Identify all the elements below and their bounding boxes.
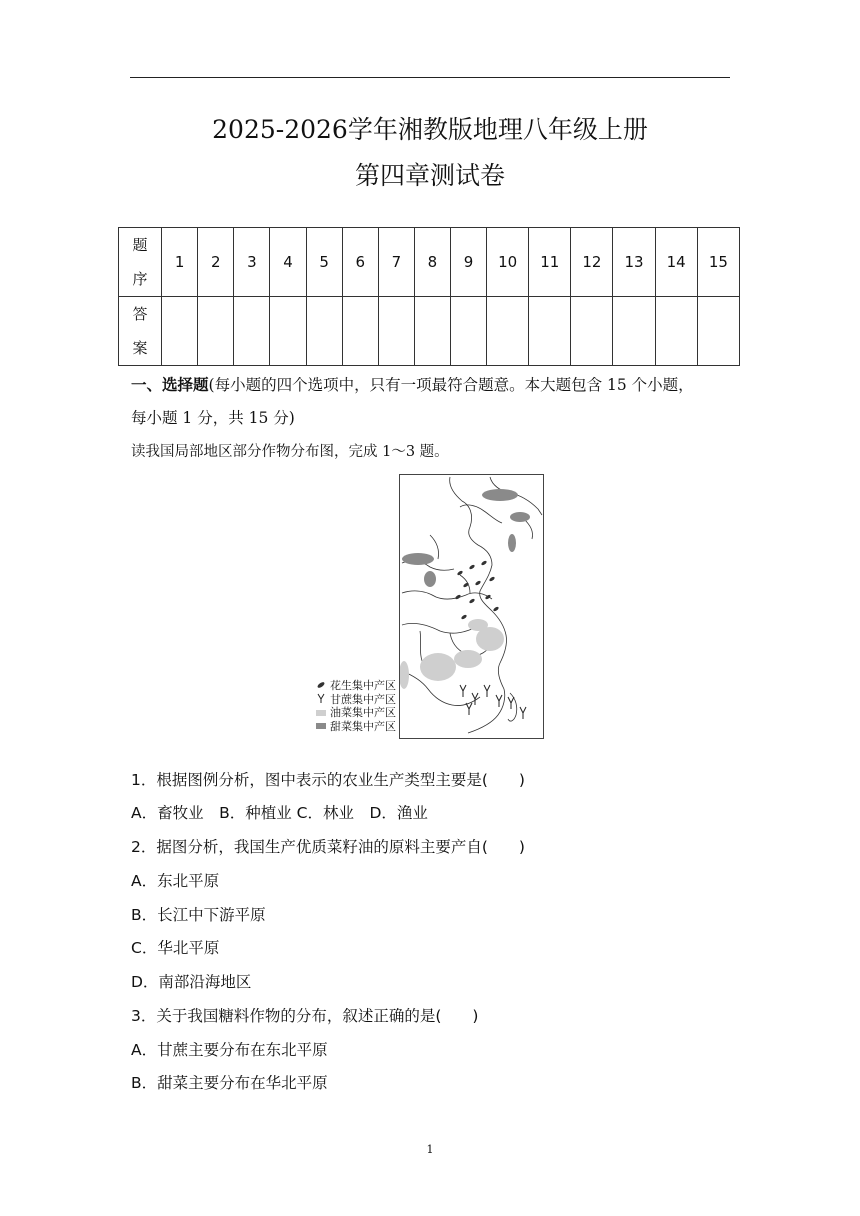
page-title: 2025-2026学年湘教版地理八年级上册	[212, 115, 648, 144]
question-number-cell: 6	[342, 228, 378, 297]
question-2-option-d: D．南部沿海地区	[131, 973, 252, 991]
top-rule	[130, 77, 730, 78]
answer-cell[interactable]	[162, 297, 198, 366]
answer-cell[interactable]	[451, 297, 487, 366]
question-number-cell: 2	[198, 228, 234, 297]
answer-cell[interactable]	[487, 297, 529, 366]
legend-label: 油菜集中产区	[330, 706, 396, 719]
answer-cell[interactable]	[234, 297, 270, 366]
legend-item-rapeseed	[316, 706, 396, 720]
answer-table-header-row	[119, 228, 740, 297]
question-number-cell: 10	[487, 228, 529, 297]
legend-item-peanut	[316, 679, 396, 693]
question-3-option-b: B．甜菜主要分布在华北平原	[131, 1074, 328, 1092]
answer-cell[interactable]	[655, 297, 697, 366]
question-2-option-b: B．长江中下游平原	[131, 906, 266, 924]
row-label-answer: 答 案	[119, 297, 162, 366]
question-number-cell: 9	[451, 228, 487, 297]
question-3-stem: 3．关于我国糖料作物的分布，叙述正确的是( )	[131, 1007, 479, 1025]
answer-table	[118, 227, 740, 366]
legend-item-sugarbeet	[316, 720, 396, 734]
map-drawing	[400, 475, 543, 738]
question-number-cell: 7	[378, 228, 414, 297]
question-number-cell: 12	[571, 228, 613, 297]
section-instruction: (每小题的四个选项中，只有一项最符合题意。本大题包含 15 个小题，	[208, 376, 694, 394]
sugarbeet-swatch	[316, 723, 326, 729]
question-1-options: A．畜牧业 B．种植业 C．林业 D．渔业	[131, 804, 428, 822]
question-3-option-a: A．甘蔗主要分布在东北平原	[131, 1041, 328, 1059]
question-number-cell: 4	[270, 228, 306, 297]
answer-cell[interactable]	[529, 297, 571, 366]
question-2-option-a: A．东北平原	[131, 872, 220, 890]
page-number: 1	[426, 1143, 434, 1156]
section-instruction-cont: 每小题 1 分，共 15 分)	[131, 409, 295, 427]
answer-table-answer-row	[119, 297, 740, 366]
question-1-stem: 1．根据图例分析，图中表示的农业生产类型主要是( )	[131, 771, 525, 789]
answer-cell[interactable]	[198, 297, 234, 366]
question-number-cell: 1	[162, 228, 198, 297]
answer-cell[interactable]	[306, 297, 342, 366]
peanut-icon	[316, 679, 326, 693]
legend-label: 甘蔗集中产区	[330, 692, 396, 706]
page-subtitle: 第四章测试卷	[354, 161, 505, 190]
question-number-cell: 3	[234, 228, 270, 297]
legend-item-sugarcane	[316, 693, 396, 707]
crop-distribution-map	[399, 474, 544, 739]
question-number-cell: 5	[306, 228, 342, 297]
question-number-cell: 13	[613, 228, 655, 297]
section-heading-line	[131, 373, 694, 395]
map-intro: 读我国局部地区部分作物分布图，完成 1～3 题。	[131, 444, 449, 460]
question-number-cell: 14	[655, 228, 697, 297]
map-legend	[316, 679, 396, 733]
answer-cell[interactable]	[342, 297, 378, 366]
answer-cell[interactable]	[697, 297, 739, 366]
question-number-cell: 8	[414, 228, 450, 297]
answer-cell[interactable]	[270, 297, 306, 366]
question-number-cell: 11	[529, 228, 571, 297]
answer-cell[interactable]	[571, 297, 613, 366]
answer-cell[interactable]	[378, 297, 414, 366]
row-label-question-number: 题 序	[119, 228, 162, 297]
section-heading: 一、选择题	[131, 376, 209, 394]
question-2-stem: 2．据图分析，我国生产优质菜籽油的原料主要产自( )	[131, 838, 525, 856]
answer-cell[interactable]	[414, 297, 450, 366]
rapeseed-swatch	[316, 710, 326, 716]
question-number-cell: 15	[697, 228, 739, 297]
legend-label: 花生集中产区	[330, 679, 396, 692]
legend-label: 甜菜集中产区	[330, 719, 396, 733]
sugarcane-icon	[316, 693, 326, 707]
question-2-option-c: C．华北平原	[131, 939, 220, 957]
answer-cell[interactable]	[613, 297, 655, 366]
